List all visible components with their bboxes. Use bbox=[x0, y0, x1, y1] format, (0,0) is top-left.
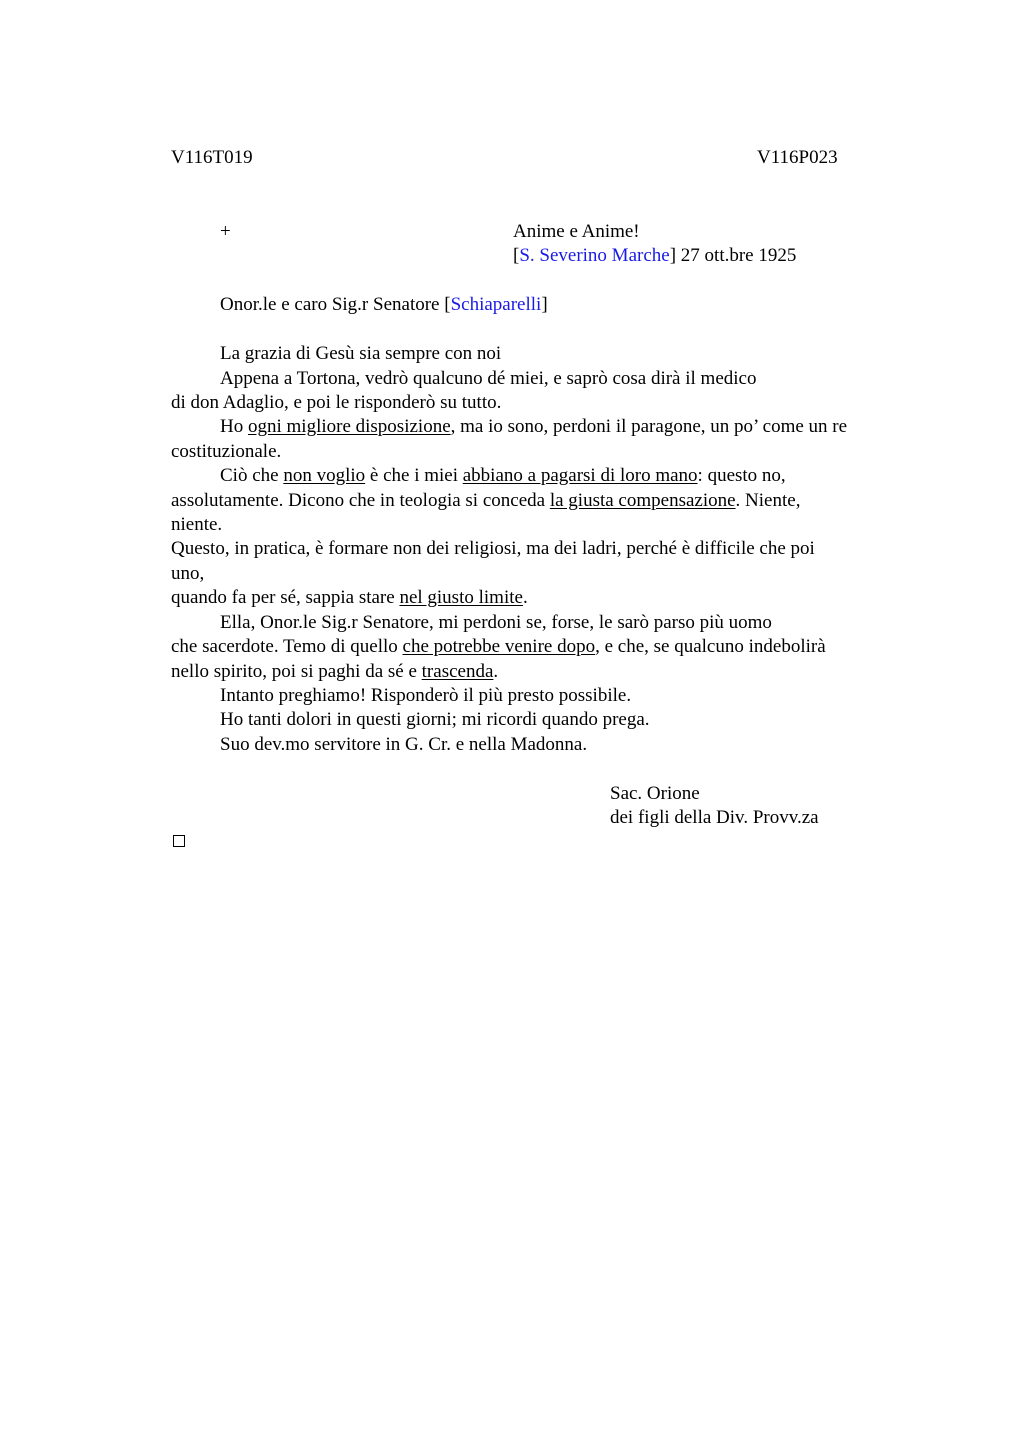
signature-name: Sac. Orione bbox=[610, 783, 700, 804]
letter-heading: Anime e Anime! bbox=[513, 221, 640, 242]
body-line: uno, bbox=[171, 563, 205, 584]
body-text: assolutamente. Dicono che in teologia si conceda bbox=[171, 490, 550, 511]
body-text: , ma io sono, perdoni il paragone, un po’ come un re bbox=[450, 416, 848, 437]
body-line: di don Adaglio, e poi le risponderò su tutto. bbox=[171, 392, 502, 413]
body-line bbox=[171, 635, 826, 659]
underlined-phrase: trascenda bbox=[421, 661, 494, 682]
body-text: , e che, se qualcuno indebolirà bbox=[595, 636, 826, 657]
body-line: niente. bbox=[171, 514, 223, 535]
document-code-right: V116P023 bbox=[757, 147, 838, 168]
end-mark-box-icon bbox=[173, 835, 185, 847]
dateline: [S. Severino Marche] 27 ott.bre 1925 bbox=[513, 245, 797, 266]
body-text: . Niente, bbox=[735, 490, 801, 511]
body-line: La grazia di Gesù sia sempre con noi bbox=[220, 343, 502, 364]
underlined-phrase: abbiano a pagarsi di loro mano bbox=[462, 465, 698, 486]
body-line: Appena a Tortona, vedrò qualcuno dé miei, e saprò cosa dirà il medico bbox=[220, 368, 757, 389]
body-text: Ciò che bbox=[220, 465, 284, 486]
salutation-text: Onor.le e caro Sig.r Senatore bbox=[220, 294, 440, 315]
body-text: Ho bbox=[220, 416, 248, 437]
body-line bbox=[220, 415, 847, 439]
closing-line: Suo dev.mo servitore in G. Cr. e nella Madonna. bbox=[220, 734, 588, 755]
signature-title: dei figli della Div. Provv.za bbox=[610, 807, 819, 828]
body-line bbox=[171, 660, 498, 684]
body-text: nello spirito, poi si paghi da sé e bbox=[171, 661, 422, 682]
body-line: Ho tanti dolori in questi giorni; mi ricordi quando prega. bbox=[220, 709, 650, 730]
body-line: Intanto preghiamo! Risponderò il più presto possibile. bbox=[220, 685, 632, 706]
document-code-left: V116T019 bbox=[171, 147, 253, 168]
cross-symbol: + bbox=[220, 221, 231, 242]
letter-date: 27 ott.bre 1925 bbox=[680, 245, 797, 266]
body-text: . bbox=[493, 661, 499, 682]
body-text: : questo no, bbox=[697, 465, 786, 486]
body-text: che sacerdote. Temo di quello bbox=[171, 636, 403, 657]
underlined-phrase: nel giusto limite bbox=[399, 587, 523, 608]
body-text: quando fa per sé, sappia stare bbox=[171, 587, 400, 608]
place-link[interactable]: S. Severino Marche bbox=[519, 245, 670, 266]
underlined-phrase: ogni migliore disposizione bbox=[247, 416, 451, 437]
body-text: . bbox=[522, 587, 528, 608]
underlined-phrase: la giusta compensazione bbox=[549, 490, 736, 511]
body-text: è che i miei bbox=[365, 465, 463, 486]
underlined-phrase: che potrebbe venire dopo bbox=[402, 636, 596, 657]
body-line: costituzionale. bbox=[171, 441, 282, 462]
body-line: Ella, Onor.le Sig.r Senatore, mi perdoni se, forse, le sarò parso più uomo bbox=[220, 612, 772, 633]
body-line bbox=[171, 586, 528, 610]
recipient-link[interactable]: Schiaparelli bbox=[450, 294, 542, 315]
body-line bbox=[220, 464, 786, 488]
underlined-phrase: non voglio bbox=[283, 465, 366, 486]
body-line bbox=[171, 489, 800, 513]
body-line: Questo, in pratica, è formare non dei religiosi, ma dei ladri, perché è difficile che poi bbox=[171, 538, 815, 559]
salutation: Onor.le e caro Sig.r Senatore [Schiaparelli] bbox=[220, 294, 548, 315]
